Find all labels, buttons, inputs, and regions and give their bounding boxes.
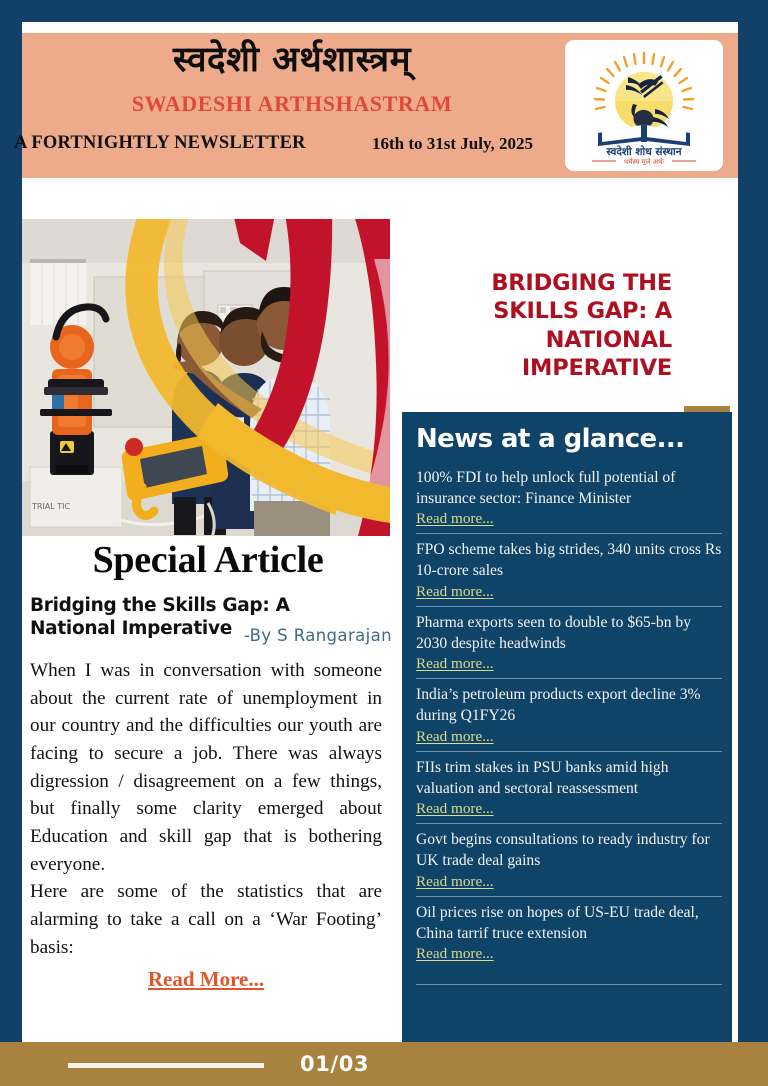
footer-bar: [0, 1042, 768, 1086]
news-item: [416, 533, 722, 605]
swadeshi-shodh-sansthan-logo-icon: [578, 47, 710, 165]
hero-photo-caption: TRIAL TIC: [32, 502, 71, 511]
masthead: [14, 33, 738, 178]
news-item-headline: FIIs trim stakes in PSU banks amid high valuation and sectoral reassessment: [416, 758, 669, 797]
news-item-read-more-link[interactable]: Read more...: [416, 655, 494, 673]
footer-page-number: 01/03: [300, 1052, 370, 1076]
news-item-read-more-link[interactable]: Read more...: [416, 727, 494, 745]
hero-headline: BRIDGING THE SKILLS GAP: A NATIONAL IMPERATIVE: [491, 270, 672, 382]
masthead-frequency: A FORTNIGHTLY NEWSLETTER: [14, 133, 306, 153]
news-item-read-more-link[interactable]: Read more...: [416, 945, 494, 963]
news-item-headline: Oil prices rise on hopes of US-EU trade deal, China tarrif truce extension: [416, 903, 699, 942]
news-item-headline: India’s petroleum products export decline 3% during Q1FY26: [416, 686, 701, 725]
news-item-headline: Pharma exports seen to double to $65-bn by 2030 despite headwinds: [416, 613, 692, 652]
special-article-byline: -By S Rangarajan: [243, 626, 392, 645]
news-item: [416, 823, 722, 895]
hero-headline-card: [390, 219, 684, 405]
special-article-paragraph-2: Here are some of the statistics that are alarming to take a call on a ‘War Footing’ basis:: [30, 881, 382, 958]
organisation-logo-card: [565, 40, 723, 171]
news-list: [416, 468, 722, 985]
news-at-a-glance-panel: [402, 412, 732, 1042]
logo-motto-text: धर्मस्य मूले अर्थः: [624, 157, 664, 165]
special-article-read-more-label[interactable]: Read More...: [147, 967, 265, 992]
news-item-read-more-link[interactable]: Read more...: [416, 510, 494, 528]
news-panel-title: News at a glance...: [416, 424, 685, 454]
news-item: [416, 606, 722, 678]
news-item-read-more-link[interactable]: Read more...: [416, 582, 494, 600]
news-item: [416, 751, 722, 823]
masthead-title-roman: SWADESHI ARTHSHASTRAM: [131, 91, 453, 116]
masthead-date-range: 16th to 31st July, 2025: [372, 134, 534, 153]
logo-organisation-text: स्वदेशी शोध संस्थान: [606, 145, 682, 158]
news-item-read-more-link[interactable]: Read more...: [416, 872, 494, 890]
news-item-headline: Govt begins consultations to ready industry for UK trade deal gains: [416, 831, 710, 870]
special-article-body: [22, 657, 382, 961]
news-item: [416, 678, 722, 750]
hero-photo-illustration: [22, 219, 390, 536]
news-item-headline: FPO scheme takes big strides, 340 units cross Rs 10-crore sales: [416, 541, 722, 580]
news-item-read-more-link[interactable]: Read more...: [416, 800, 494, 818]
masthead-title-devanagari: स्वदेशी अर्थशास्त्रम्: [172, 40, 412, 80]
news-item: [416, 896, 722, 968]
special-article-paragraph-1: When I was in conversation with someone about the current rate of unemployment in our country and the difficulties our youth are facing to secure a job. There was always digression / disagreement on a few things, but finally some clarity emerged about Education and skill gap that is bothering everyone.: [30, 660, 382, 875]
special-article: [22, 540, 394, 992]
special-article-title: Bridging the Skills Gap: A National Imperative: [30, 594, 290, 640]
news-list-bottom-rule: [416, 984, 722, 985]
hero-photo: [22, 219, 390, 536]
special-article-section-title: Special Article: [92, 539, 324, 581]
tagline: Economics & more...: [144, 182, 380, 212]
news-item: [416, 468, 722, 533]
footer-rule: [68, 1063, 264, 1068]
masthead-meta-row: [14, 133, 567, 165]
special-article-read-more[interactable]: [22, 967, 390, 992]
news-item-headline: 100% FDI to help unlock full potential of insurance sector: Finance Minister: [416, 469, 676, 507]
